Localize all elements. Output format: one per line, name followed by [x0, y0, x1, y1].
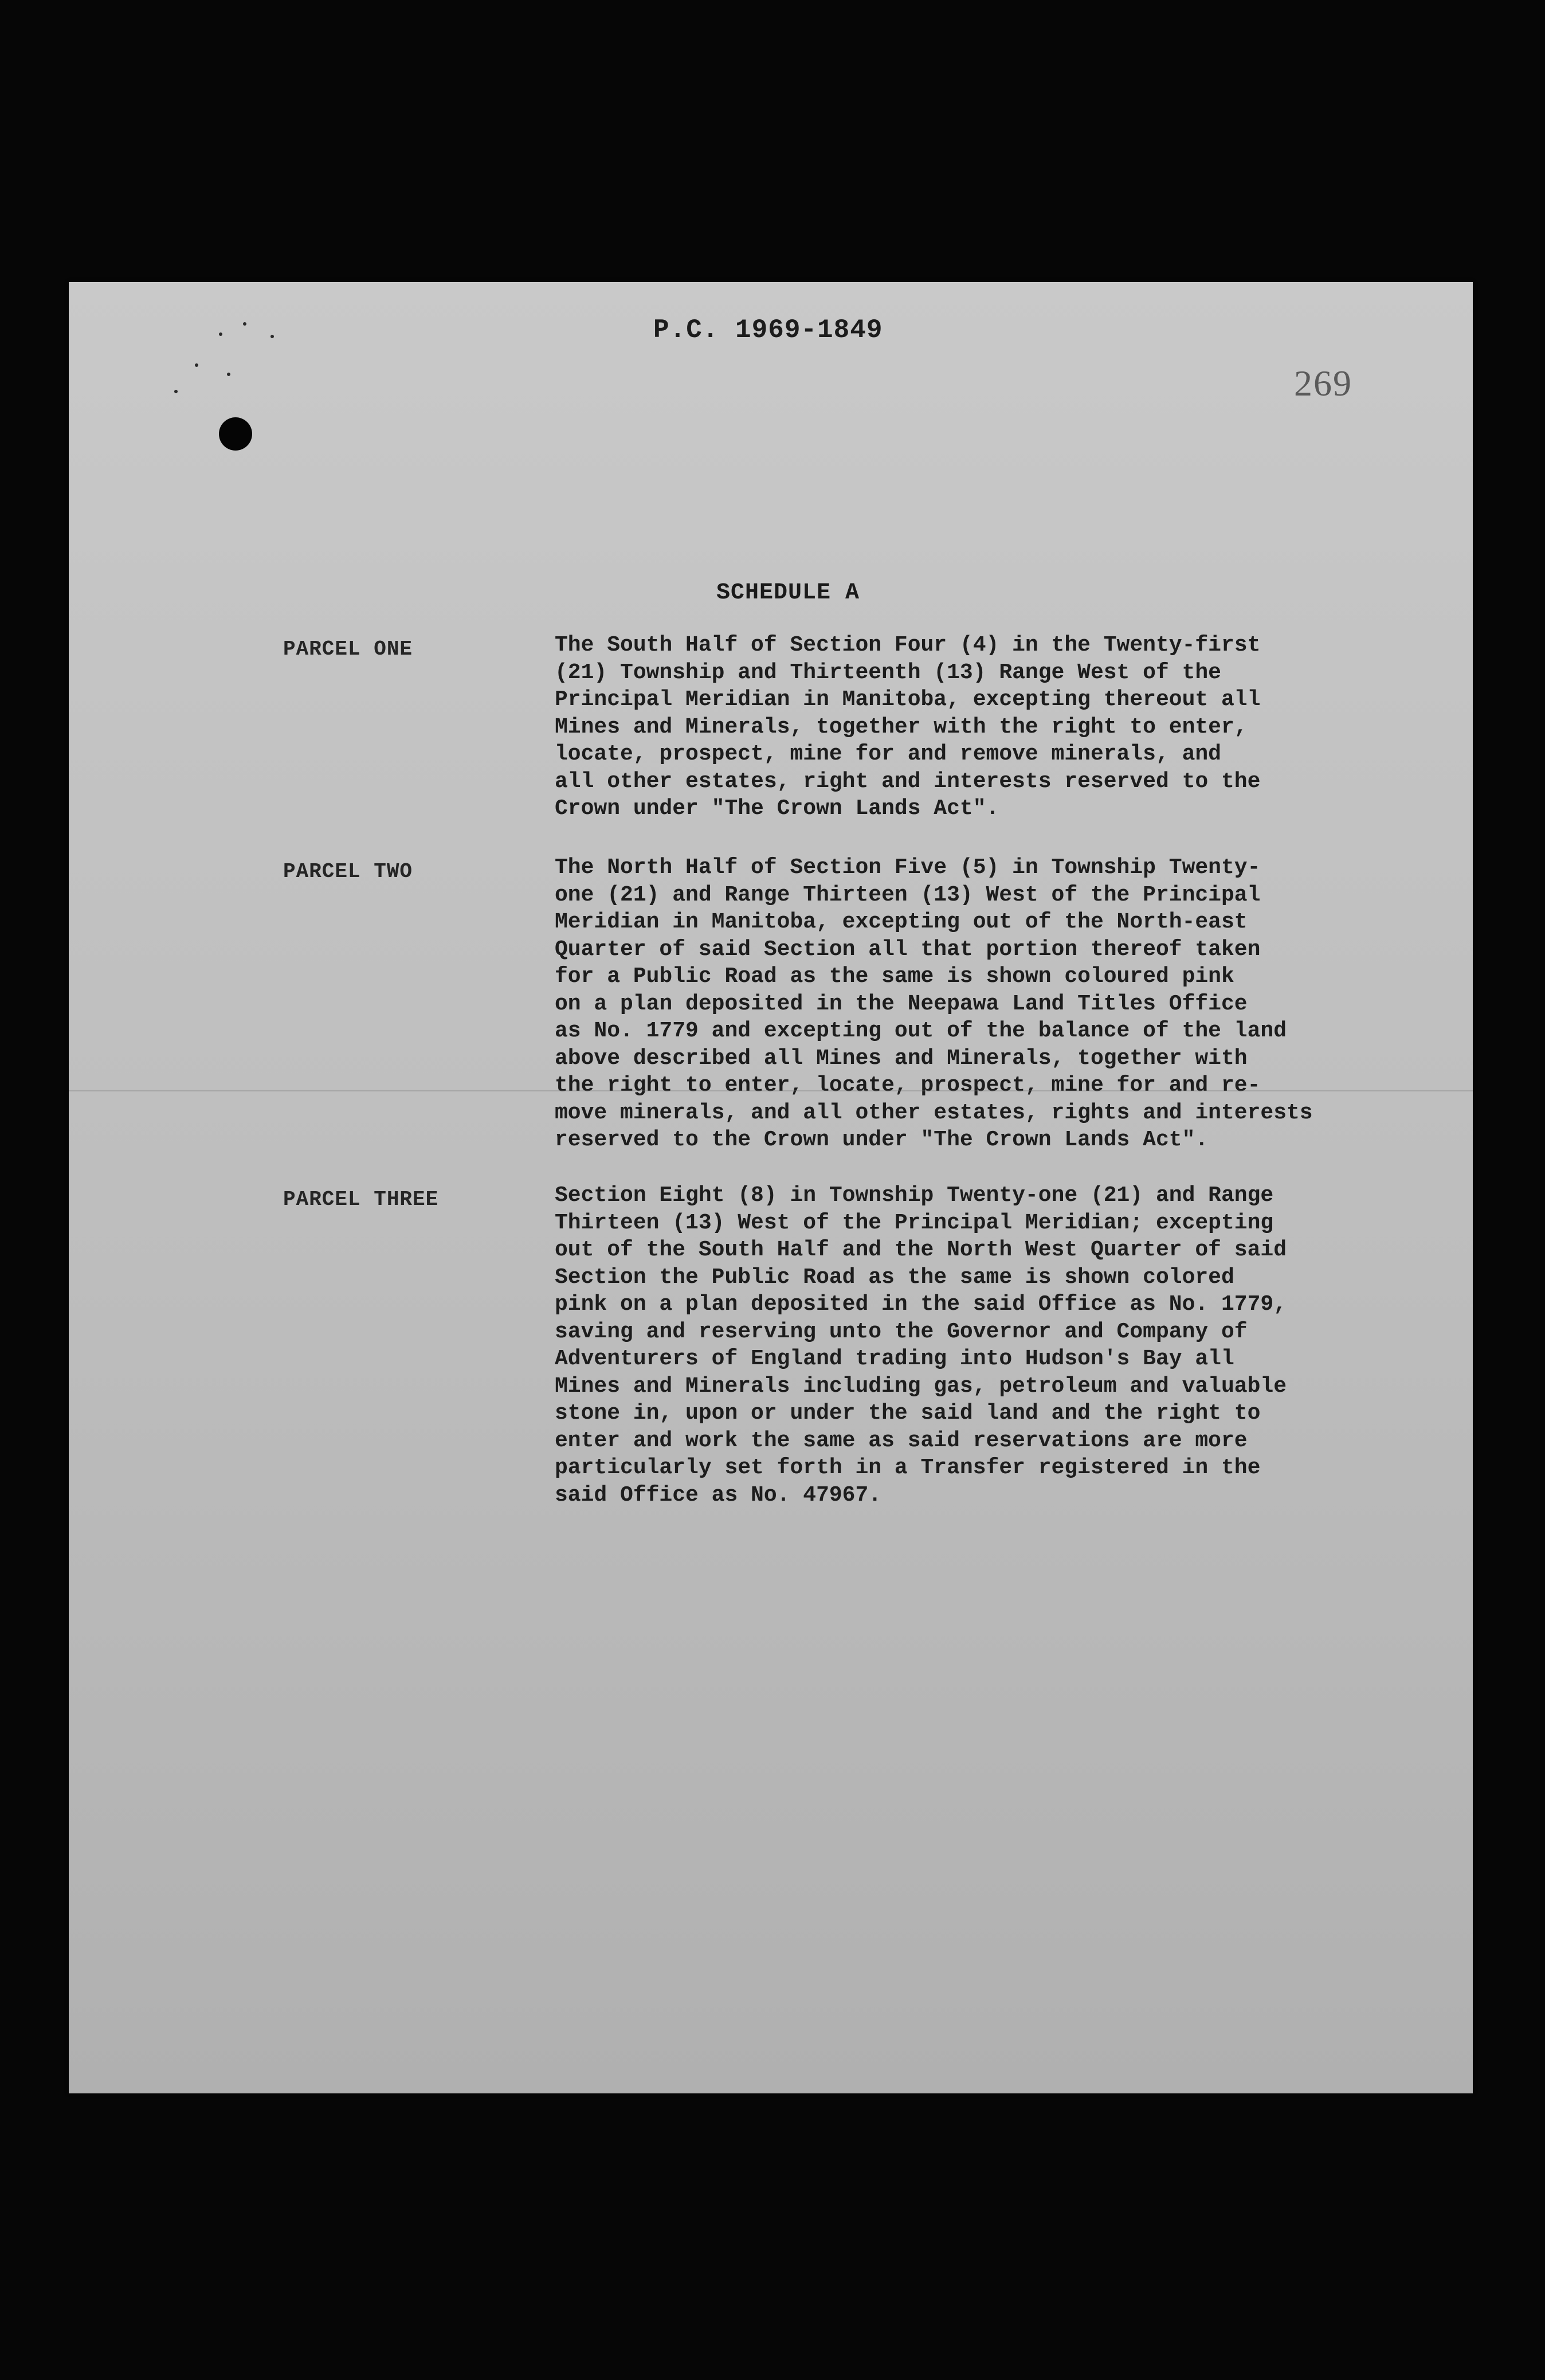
- scan-speck: [227, 373, 230, 376]
- document-id: P.C. 1969-1849: [653, 315, 883, 345]
- parcel-three-label: PARCEL THREE: [283, 1188, 439, 1211]
- parcel-two-description: The North Half of Section Five (5) in Township Twenty- one (21) and Range Thirteen (13) West of the Principal Meridian in Manitoba, excepting out of the North-east Quarter of said Section all that portion thereof taken for a Public Road as the same is shown coloured pink on a plan deposited in the Neepawa Land Titles Office as No. 1779 and excepting out of the balance of the land above described all Mines and Minerals, together with the right to enter, locate, prospect, mine for and re- move minerals, and all other estates, rights and interests reserved to the Crown under "The Crown Lands Act".: [555, 855, 1313, 1152]
- scan-speck: [174, 390, 178, 393]
- document-page: [69, 282, 1473, 2093]
- punch-hole: [219, 417, 252, 451]
- parcel-three-description: Section Eight (8) in Township Twenty-one (21) and Range Thirteen (13) West of the Principal Meridian; excepting out of the South Half and the North West Quarter of said Section the Public Road as the same is shown colored pink on a plan deposited in the said Office as No. 1779, saving and reserving unto the Governor and Company of Adventurers of England trading into Hudson's Bay all Mines and Minerals including gas, petroleum and valuable stone in, upon or under the said land and the right to enter and work the same as said reservations are more particularly set forth in a Transfer registered in the said Office as No. 47967.: [555, 1183, 1287, 1508]
- parcel-one-description: The South Half of Section Four (4) in the Twenty-first (21) Township and Thirteenth (13) Range West of the Principal Meridian in Manitoba, excepting thereout all Mines and Minerals, together with the right to enter, locate, prospect, mine for and remove minerals, and all other estates, right and interests reserved to the Crown under "The Crown Lands Act".: [555, 633, 1261, 821]
- scan-speck: [243, 322, 246, 326]
- parcel-two-label: PARCEL TWO: [283, 860, 413, 883]
- scan-speck: [219, 332, 222, 336]
- page-number: 269: [1294, 363, 1352, 404]
- parcel-one-label: PARCEL ONE: [283, 637, 413, 661]
- scan-speck: [270, 335, 274, 338]
- scan-speck: [195, 363, 198, 367]
- schedule-title: SCHEDULE A: [716, 580, 860, 606]
